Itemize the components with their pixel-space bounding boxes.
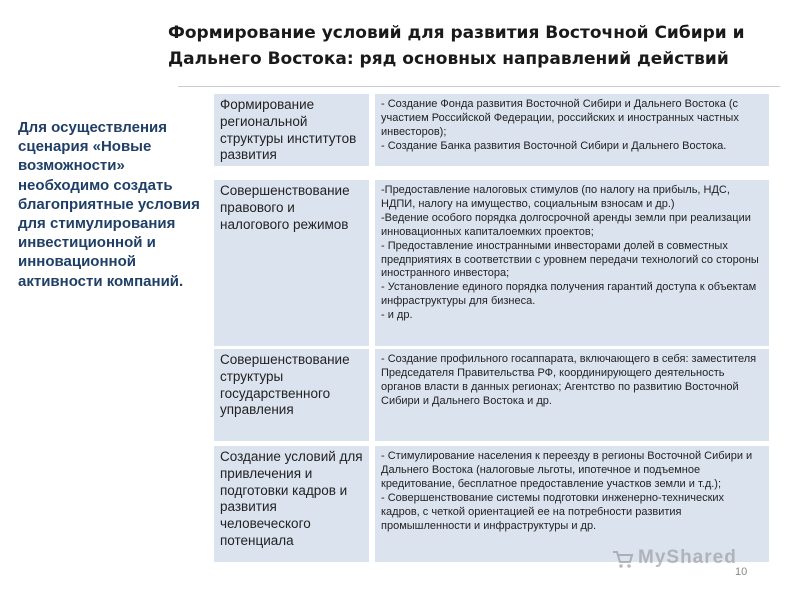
slide-title: Формирование условий для развития Восточной Сибири и Дальнего Востока: ряд основных направлений действий — [168, 23, 745, 69]
direction-cell: Совершенствование структуры государственного управления — [214, 349, 369, 441]
action-item: - Совершенствование системы подготовки инженерно-технических кадров, с четкой ориентацией ее на потребности развития промышленности и инфраструктуры и др. — [381, 491, 725, 532]
action-item: - Создание Фонда развития Восточной Сибири и Дальнего Востока (с участием Российской Федерации, российских и иностранных частных инвесторов); — [381, 98, 739, 138]
lead-statement: Для осуществления сценария «Новые возможности» необходимо создать благоприятные условия для стимулирования инвестиционной и инновационной активности компаний. — [18, 119, 200, 290]
action-item: - Стимулирование населения к переезду в регионы Восточной Сибири и Дальнего Востока (налоговые льготы, ипотечное и подъемное кредитование, бесплатное предоставление участков земли и т.д.); — [381, 450, 753, 490]
action-item: - Предоставление иностранными инвесторами долей в совместных предприятиях в соответствии с уровнем передачи технологий со стороны иностранного инвестора; — [381, 239, 759, 280]
table-row — [214, 349, 769, 441]
action-item: - Создание профильного госаппарата, включающего в себя: заместителя Председателя Правительства РФ, координирующего деятельность органов власти в данных регионах; Агентство по развитию Восточной Сибири и Дальнего Востока и др. — [381, 353, 757, 407]
watermark-text: MyShared — [638, 547, 737, 568]
action-item: -Предоставление налоговых стимулов (по налогу на прибыль, НДС, НДПИ, налогу на имущество, социальным взносам и др.) — [381, 184, 730, 210]
title-divider — [178, 86, 780, 87]
table-row — [214, 94, 769, 166]
actions-cell — [375, 180, 769, 346]
page-number: 10 — [735, 566, 748, 578]
actions-cell — [375, 446, 769, 562]
direction-cell: Формирование региональной структуры институтов развития — [214, 94, 369, 166]
direction-cell: Создание условий для привлечения и подготовки кадров и развития человеческого потенциала — [214, 446, 369, 562]
action-item: - Установление единого порядка получения гарантий доступа к объектам инфраструктуры для бизнеса. — [381, 281, 757, 308]
table-row — [214, 180, 769, 346]
action-item: - и др. — [381, 309, 413, 322]
action-item: - Создание Банка развития Восточной Сибири и Дальнего Востока. — [381, 139, 727, 152]
direction-cell: Совершенствование правового и налогового режимов — [214, 180, 369, 346]
actions-cell — [375, 349, 769, 441]
action-item: -Ведение особого порядка долгосрочной аренды земли при реализации инновационных капиталоемких проектов; — [381, 211, 751, 238]
cart-icon — [612, 549, 634, 569]
actions-cell — [375, 94, 769, 166]
table-row — [214, 446, 769, 562]
